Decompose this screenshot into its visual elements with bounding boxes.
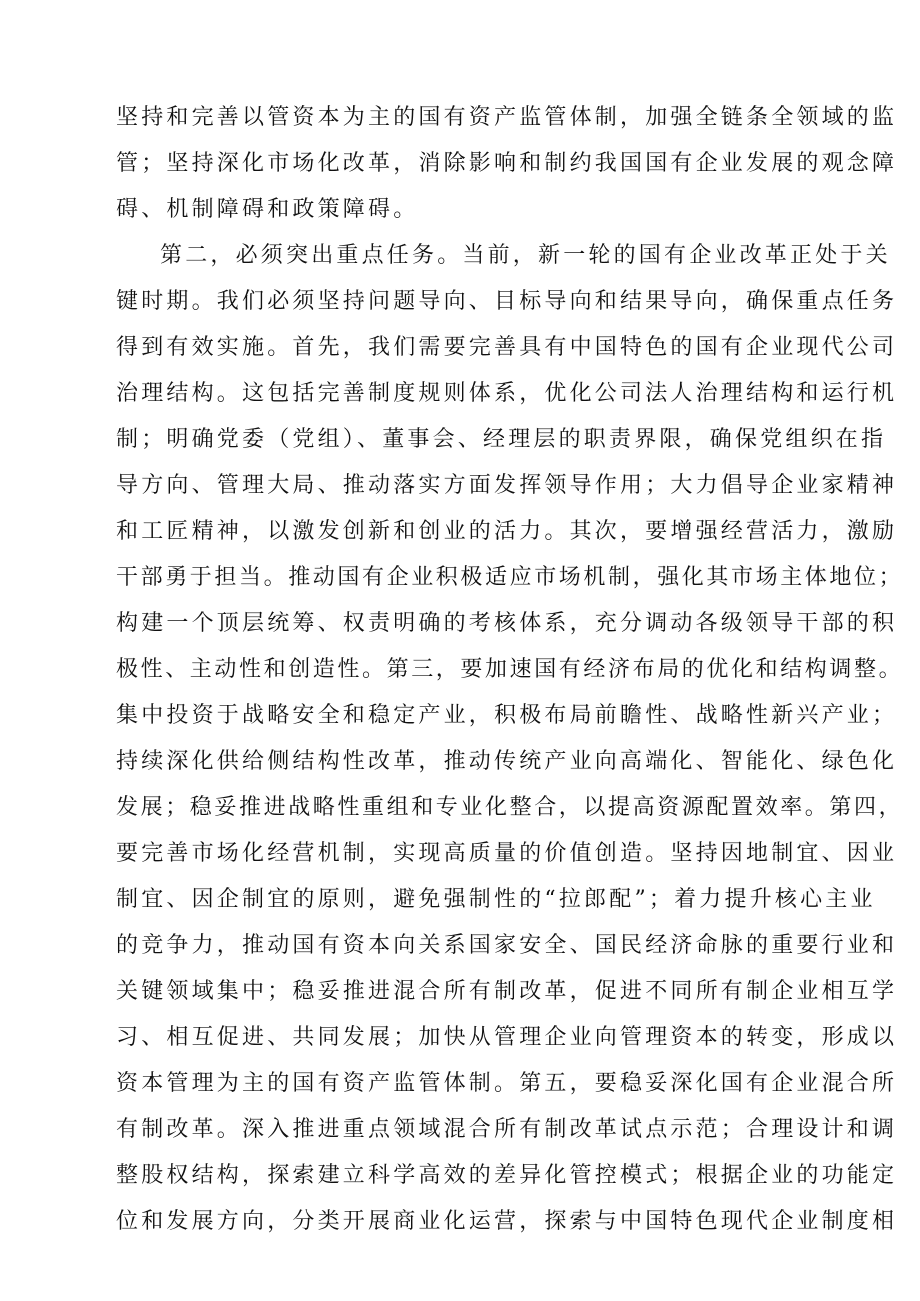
text-line: 制；明确党委（党组）、董事会、经理层的职责界限，确保党组织在指 xyxy=(116,427,887,452)
text-line: 管；坚持深化市场化改革，消除影响和制约我国国有企业发展的观念障 xyxy=(116,151,898,176)
text-line: 构建一个顶层统筹、权责明确的考核体系，充分调动各级领导干部的积 xyxy=(116,611,898,636)
text-line: 的竞争力，推动国有资本向关系国家安全、国民经济命脉的重要行业和 xyxy=(116,933,898,958)
text-line: 干部勇于担当。推动国有企业积极适应市场机制，强化其市场主体地位； xyxy=(116,565,904,590)
text-line: 键时期。我们必须坚持问题导向、目标导向和结果导向，确保重点任务 xyxy=(116,289,898,314)
text-line: 制宜、因企制宜的原则，避免强制性的“拉郎配”；着力提升核心主业 xyxy=(116,887,876,912)
text-line: 和工匠精神，以激发创新和创业的活力。其次，要增强经营活力，激励 xyxy=(116,519,898,544)
text-line: 关键领域集中；稳妥推进混合所有制改革，促进不同所有制企业相互学 xyxy=(116,979,898,1004)
text-line: 要完善市场化经营机制，实现高质量的价值创造。坚持因地制宜、因业 xyxy=(116,841,898,866)
text-line: 资本管理为主的国有资产监管体制。第五，要稳妥深化国有企业混合所 xyxy=(116,1071,898,1096)
text-line: 发展；稳妥推进战略性重组和专业化整合，以提高资源配置效率。第四， xyxy=(116,795,904,820)
text-line: 极性、主动性和创造性。第三，要加速国有经济布局的优化和结构调整。 xyxy=(116,657,904,682)
text-line: 坚持和完善以管资本为主的国有资产监管体制，加强全链条全领域的监 xyxy=(116,105,898,130)
text-line: 持续深化供给侧结构性改革，推动传统产业向高端化、智能化、绿色化 xyxy=(116,749,898,774)
text-line: 习、相互促进、共同发展；加快从管理企业向管理资本的转变，形成以 xyxy=(116,1025,898,1050)
text-line: 得到有效实施。首先，我们需要完善具有中国特色的国有企业现代公司 xyxy=(116,335,898,360)
text-line: 位和发展方向，分类开展商业化运营，探索与中国特色现代企业制度相 xyxy=(116,1209,898,1234)
text-line: 导方向、管理大局、推动落实方面发挥领导作用；大力倡导企业家精神 xyxy=(116,473,898,498)
text-line: 碍、机制障碍和政策障碍。 xyxy=(116,197,419,222)
paragraph-first-line: 第二，必须突出重点任务。当前，新一轮的国有企业改革正处于关 xyxy=(160,243,891,268)
text-line: 整股权结构，探索建立科学高效的差异化管控模式；根据企业的功能定 xyxy=(116,1163,898,1188)
text-line: 集中投资于战略安全和稳定产业，积极布局前瞻性、战略性新兴产业； xyxy=(116,703,898,728)
text-line: 有制改革。深入推进重点领域混合所有制改革试点示范；合理设计和调 xyxy=(116,1117,898,1142)
text-line: 治理结构。这包括完善制度规则体系，优化公司法人治理结构和运行机 xyxy=(116,381,898,406)
